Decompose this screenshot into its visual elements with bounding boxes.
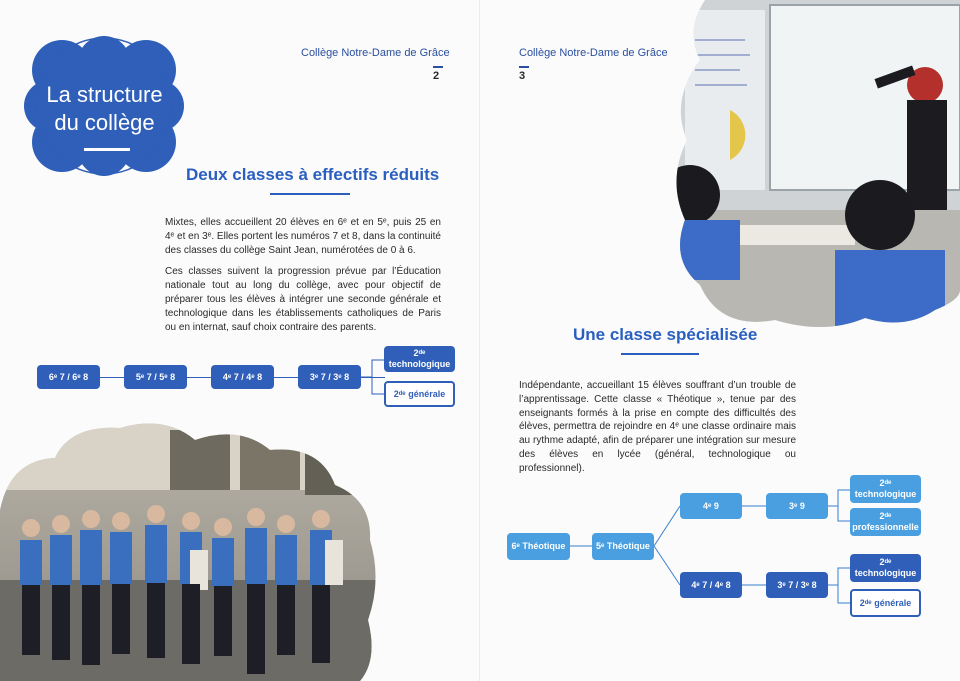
title-underline	[621, 353, 699, 355]
node-3-9: 3ᵉ 9	[766, 493, 828, 519]
courtyard-photo	[0, 420, 380, 681]
outcome-technologique-2: 2ᵈᵉ technologique	[850, 554, 921, 582]
node-4-9: 4ᵉ 9	[680, 493, 742, 519]
flow-node-3: 3ᵉ 7 / 3ᵉ 8	[298, 365, 361, 389]
section-title: Deux classes à effectifs réduits	[186, 165, 440, 184]
body-text	[165, 216, 441, 342]
flow-node-4: 4ᵉ 7 / 4ᵉ 8	[211, 365, 274, 389]
running-head: Collège Notre-Dame de Grâce	[519, 47, 668, 59]
badge-rule	[84, 148, 130, 151]
body-text	[519, 379, 796, 484]
paragraph: Indépendante, accueillant 15 élèves souffrant d’un trouble de l’apprentissage. Cette classe « Théotique », tenue par des enseignants formés à la prise en compte des difficultés des élèves, permettra de rejoindre en 4ᵉ une classe ordinaire mais au rythme adapté, afin de préparer une intégration sur mesure des élèves en lycée (général, technologique ou professionnel).	[519, 380, 796, 474]
right-page	[480, 0, 960, 681]
node-4-7-4-8: 4ᵉ 7 / 4ᵉ 8	[680, 572, 742, 598]
flow-node-5: 5ᵉ 7 / 5ᵉ 8	[124, 365, 187, 389]
classroom-photo	[675, 0, 960, 330]
outcome-technologique-1: 2ᵈᵉ technologique	[850, 475, 921, 503]
running-head: Collège Notre-Dame de Grâce	[301, 47, 450, 59]
outcome-professionnelle: 2ᵈᵉ professionnelle	[850, 508, 921, 536]
badge-title-line1: La structure	[46, 82, 163, 107]
section-title: Une classe spécialisée	[573, 325, 758, 344]
outcome-technologique: 2ᵈᵉ technologique	[384, 346, 455, 372]
flow-node-6: 6ᵉ 7 / 6ᵉ 8	[37, 365, 100, 389]
section-badge	[22, 36, 187, 176]
paragraph-2: Ces classes suivent la progression prévue par l’Éducation nationale tout au long du collège, avec pour objectif de préparer tous les élèves à intégrer une seconde générale et technologique dans les établissements catholiques de Paris ou en internat, sauf choix contraire des parents.	[165, 266, 441, 333]
node-6-theotique: 6ᵉ Théotique	[507, 533, 570, 560]
page-number: 3	[519, 70, 526, 82]
outcome-generale: 2ᵈᵉ générale	[850, 589, 921, 617]
node-3-7-3-8: 3ᵉ 7 / 3ᵉ 8	[766, 572, 828, 598]
node-5-theotique: 5ᵉ Théotique	[592, 533, 654, 560]
badge-title-line2: du collège	[54, 110, 155, 135]
page-number: 2	[433, 70, 440, 82]
title-underline	[270, 193, 350, 195]
outcome-generale: 2ᵈᵉ générale	[384, 381, 455, 407]
paragraph-1: Mixtes, elles accueillent 20 élèves en 6ᵉ et en 5ᵉ, puis 25 en 4ᵉ et en 3ᵉ. Elles portent les numéros 7 et 8, dans la continuité des classes du collège Saint Jean, numérotées de 0 à 6.	[165, 217, 441, 256]
